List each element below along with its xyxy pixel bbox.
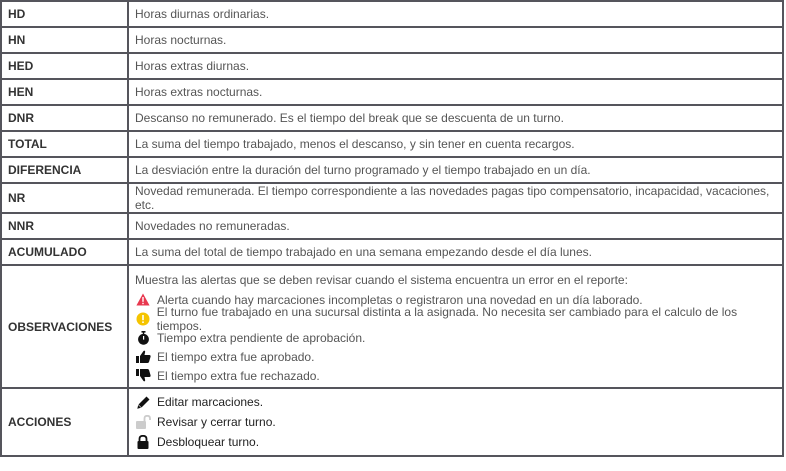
action-item <box>135 412 776 432</box>
row-description: La desviación entre la duración del turno programado y el tiempo trabajado en un día. <box>128 157 783 183</box>
row-description: Horas diurnas ordinarias. <box>128 1 783 27</box>
row-description: Horas nocturnas. <box>128 27 783 53</box>
acciones-description <box>128 388 783 456</box>
observation-text: Alerta cuando hay marcaciones incompletas o registraron una novedad en un día laborado. <box>157 292 643 307</box>
row-description: Horas extras diurnas. <box>128 53 783 79</box>
acciones-row <box>1 388 783 456</box>
action-item <box>135 392 776 412</box>
thumbs-down-icon <box>135 369 151 383</box>
row-description: La suma del tiempo trabajado, menos el descanso, y sin tener en cuenta recargos. <box>128 131 783 157</box>
action-item <box>135 432 776 452</box>
table-row <box>1 79 783 105</box>
exclamation-circle-icon <box>135 312 151 326</box>
row-description: Descanso no remunerado. Es el tiempo del break que se descuenta de un turno. <box>128 105 783 131</box>
lock-icon <box>135 435 151 449</box>
action-text: Revisar y cerrar turno. <box>157 415 276 429</box>
row-description: Horas extras nocturnas. <box>128 79 783 105</box>
action-text: Desbloquear turno. <box>157 435 260 449</box>
table-row <box>1 213 783 239</box>
table-row <box>1 105 783 131</box>
table-row <box>1 239 783 265</box>
row-description: Novedades no remuneradas. <box>128 213 783 239</box>
row-key: TOTAL <box>1 131 128 157</box>
row-key: NNR <box>1 213 128 239</box>
observation-text: El turno fue trabajado en una sucursal distinta a la asignada. No necesita ser cambiado para el calculo de los tiempos. <box>156 304 738 333</box>
unlock-icon <box>135 415 151 429</box>
row-key: HED <box>1 53 128 79</box>
table-row <box>1 131 783 157</box>
table-row <box>1 1 783 27</box>
observation-item <box>135 304 776 333</box>
observation-text: El tiempo extra fue rechazado. <box>157 368 320 383</box>
row-key: ACCIONES <box>1 388 128 456</box>
row-key: DIFERENCIA <box>1 157 128 183</box>
row-key: OBSERVACIONES <box>1 265 128 388</box>
table-row <box>1 157 783 183</box>
table-row <box>1 53 783 79</box>
observaciones-row <box>1 265 783 388</box>
table-row <box>1 183 783 213</box>
row-description: Novedad remunerada. El tiempo correspondiente a las novedades pagas tipo compensatorio, incapacidad, vacaciones, etc. <box>128 183 783 213</box>
stopwatch-icon <box>135 331 151 345</box>
observation-item <box>135 347 776 366</box>
observation-text: Tiempo extra pendiente de aprobación. <box>157 330 366 345</box>
action-text: Editar marcaciones. <box>157 395 264 409</box>
observaciones-intro: Muestra las alertas que se deben revisar cuando el sistema encuentra un error en el reporte: <box>135 273 628 287</box>
observation-text: El tiempo extra fue aprobado. <box>157 349 315 364</box>
table-row <box>1 27 783 53</box>
observaciones-description <box>128 265 783 388</box>
row-key: ACUMULADO <box>1 239 128 265</box>
row-key: DNR <box>1 105 128 131</box>
row-key: HN <box>1 27 128 53</box>
pencil-icon <box>135 395 151 409</box>
row-key: HD <box>1 1 128 27</box>
row-description: La suma del total de tiempo trabajado en una semana empezando desde el día lunes. <box>128 239 783 265</box>
observation-item <box>135 366 776 385</box>
thumbs-up-icon <box>135 350 151 364</box>
row-key: HEN <box>1 79 128 105</box>
warning-triangle-icon <box>135 293 151 307</box>
row-key: NR <box>1 183 128 213</box>
